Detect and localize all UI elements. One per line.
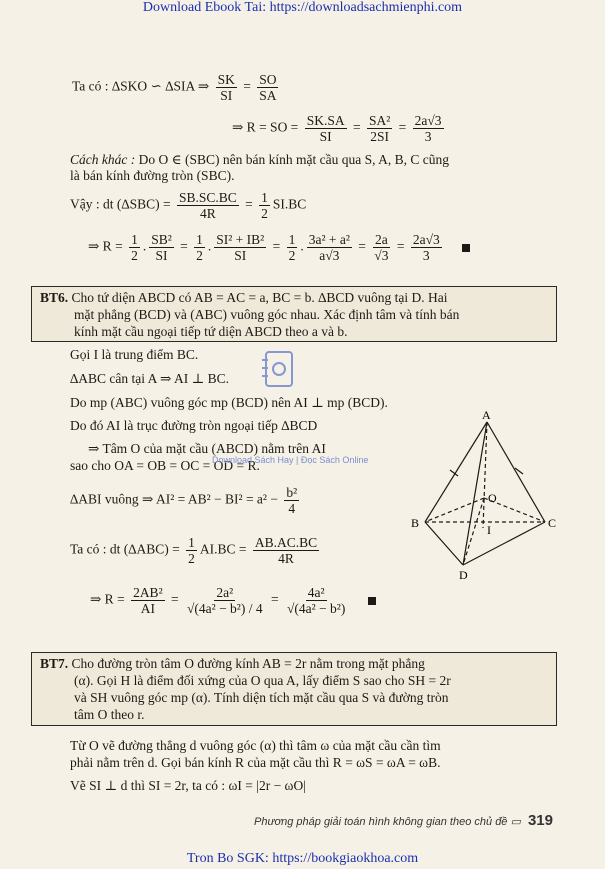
sol6-line-9: ⇒ R = $\frac{\text{2AB²}}{AI}$ = $\frac{\text{2a²}}{\text{√(4a² − b²) / 4}}$ = $\frac{\text{4a²}}{\text{√(4a² − b²)}}$	[90, 585, 376, 616]
exercise-bt7-box	[31, 652, 557, 726]
line-prefix: ⇒ R = SO =	[232, 119, 299, 135]
book-logo-icon	[260, 350, 298, 390]
line-suffix: SI.BC	[272, 196, 307, 212]
edge-cd	[463, 522, 545, 565]
fraction	[131, 585, 165, 616]
tetrahedron-figure	[405, 410, 575, 585]
numerator: 2a	[375, 232, 388, 247]
line-prefix: Ta có : dt (∆ABC) =	[70, 541, 180, 557]
denominator: 2	[131, 248, 138, 263]
denominator: 4	[288, 501, 296, 516]
vertex-label-d: D	[459, 568, 468, 582]
fraction	[367, 113, 392, 144]
edge-ac	[487, 422, 545, 522]
bt7-line-4: tâm O theo r.	[74, 707, 145, 722]
end-of-proof-icon	[462, 244, 470, 252]
alt-method-line-2: là bán kính đường tròn (SBC).	[70, 168, 235, 183]
denominator: 4R	[278, 551, 294, 566]
fraction	[257, 72, 278, 103]
fraction	[216, 72, 237, 103]
sol7-line-2: phải nằm trên d. Gọi bán kính R của mặt cầu thì R = ωS = ωA = ωB.	[70, 755, 441, 770]
edge-ad	[463, 422, 487, 565]
fraction	[253, 535, 319, 566]
denominator: 2SI	[370, 129, 389, 144]
fraction	[284, 485, 299, 516]
denominator: SA	[259, 88, 277, 103]
fraction	[129, 232, 140, 263]
edge-ab	[425, 422, 487, 522]
numerator: SO	[259, 72, 277, 87]
denominator: √(4a² − b²)	[286, 601, 346, 616]
numerator: 3a² + a²	[308, 232, 350, 247]
bt6-text-1: Cho tứ diện ABCD có AB = AC = a, BC = b. ∆BCD vuông tại D. Hai	[71, 290, 448, 305]
fraction	[185, 585, 265, 616]
vertex-label-c: C	[548, 516, 557, 530]
numerator: SB.SC.BC	[179, 190, 237, 205]
fraction	[305, 113, 347, 144]
area-sbc-line: Vậy : dt (∆SBC) = $\frac{SB.SC.BC}{4R}$ = $\frac{1}{2}$ SI.BC	[70, 190, 307, 221]
similar-triangles-line: Ta có : ∆SKO ∽ ∆SIA ⇒ $\frac{SK}{SI}$ = $\frac{SO}{SA}$	[72, 72, 277, 103]
bt6-line-2: mặt phẳng (BCD) và (ABC) vuông góc nhau. Xác định tâm và tính bán	[74, 307, 460, 322]
numerator: 2a√3	[414, 113, 442, 128]
denominator: 2	[188, 551, 195, 566]
numerator: SK.SA	[306, 113, 345, 128]
fraction	[411, 232, 442, 263]
fraction	[149, 232, 174, 263]
sol6-line-8	[70, 535, 322, 566]
radius-so-line: ⇒ R = SO = $\frac{SK.SA}{SI}$ = $\frac{\text{SA²}}{2SI}$ = $\frac{2a√3}{3}$	[232, 113, 442, 144]
numerator: SI² + IB²	[216, 232, 265, 247]
sol7-line-1: Từ O vẽ đường thẳng d vuông góc (α) thì tâm ω của mặt cầu cần tìm	[70, 738, 441, 753]
denominator: SI	[220, 88, 233, 103]
denominator: AI	[140, 601, 155, 616]
watermark-logo	[260, 350, 298, 392]
bt7-line-3: và SH vuông góc mp (α). Tính diện tích mặt cầu qua S và đường tròn	[74, 690, 449, 705]
bt7-line-1	[40, 656, 425, 672]
line-prefix: Ta có : ∆SKO ∽ ∆SIA ⇒	[72, 78, 210, 94]
fraction	[259, 190, 270, 221]
denominator: SI	[155, 248, 168, 263]
alt-method-text: Do O ∈ (SBC) nên bán kính mặt cầu qua S, A, B, C cũng	[138, 152, 449, 167]
denominator: SI	[319, 129, 332, 144]
denominator: √(4a² − b²) / 4	[187, 601, 263, 616]
bt7-line-2: (α). Gọi H là điểm đối xứng của O qua A, lấy điểm S sao cho SH = 2r	[74, 673, 451, 688]
sol6-line-7	[70, 485, 302, 516]
numerator: 1	[196, 232, 203, 247]
line-prefix: Vậy : dt (∆SBC) =	[70, 196, 171, 212]
bt6-line-1	[40, 290, 447, 306]
numerator: SA²	[368, 113, 391, 128]
fraction	[372, 232, 390, 263]
bt6-line-3: kính mặt cầu ngoại tiếp tứ diện ABCD theo a và b.	[74, 324, 348, 339]
page-footer	[254, 812, 553, 829]
exercise-bt6-box	[31, 286, 557, 342]
watermark-text: Download Sách Hay | Đọc Sách Online	[212, 455, 369, 465]
radius-final-line: ⇒ R = $\frac{1}{2}$ . $\frac{\text{SB²}}{SI}$ = $\frac{1}{2}$ . $\frac{\text{SI² + IB²}}{SI}$ = $\frac{1}{2}$ . $\frac{\text{3a² + a²}}{a√3}$ = $\frac{2a}{√3}$ = $\frac{2a√3}{3}$	[88, 232, 470, 263]
denominator: 4R	[200, 206, 216, 221]
line-mid: AI.BC =	[199, 541, 247, 557]
end-of-proof-icon	[368, 597, 376, 605]
line-prefix: ∆ABI vuông ⇒ AI² = AB² − BI² = a² −	[70, 491, 278, 507]
exercise-label: BT6.	[40, 290, 69, 305]
segment-ai	[483, 422, 487, 528]
numerator: 1	[131, 232, 138, 247]
fraction	[285, 585, 347, 616]
header-download-link[interactable]: Download Ebook Tai: https://downloadsachmienphi.com	[142, 0, 463, 15]
fraction	[307, 232, 352, 263]
numerator: 2AB²	[133, 585, 163, 600]
book-icon: ▭	[510, 816, 521, 828]
exercise-label: BT7.	[40, 656, 69, 671]
fraction	[177, 190, 239, 221]
footer-title: Phương pháp giải toán hình không gian theo chủ đề	[254, 816, 508, 828]
numerator: 1	[288, 232, 296, 247]
segment-od	[463, 498, 484, 565]
sol6-line-6: sao cho OA = OB = OC = OD = R.	[70, 458, 260, 473]
alt-method-label: Cách khác :	[70, 152, 136, 167]
numerator: 1	[261, 190, 268, 205]
page-number: 319	[527, 812, 553, 829]
fraction	[413, 113, 444, 144]
sol7-line-3: Vẽ SI ⊥ d thì SI = 2r, ta có : ωI = |2r − ωO|	[70, 778, 306, 793]
fraction	[194, 232, 205, 263]
edge-bd	[425, 522, 463, 565]
numerator: SK	[217, 72, 235, 87]
denominator: 2	[288, 248, 296, 263]
numerator: 2a²	[216, 585, 234, 600]
footer-download-link[interactable]: Tron Bo SGK: https://bookgiaokhoa.com	[186, 851, 419, 866]
numerator: 1	[188, 535, 195, 550]
vertex-label-b: B	[411, 516, 420, 530]
fraction	[186, 535, 197, 566]
vertex-label-a: A	[482, 410, 491, 422]
sol6-line-2: ∆ABC cân tại A ⇒ AI ⊥ BC.	[70, 371, 230, 386]
denominator: √3	[374, 248, 389, 263]
denominator: a√3	[319, 248, 340, 263]
denominator: SI	[234, 248, 247, 263]
denominator: 2	[261, 206, 268, 221]
point-label-o: O	[488, 491, 497, 505]
sol6-line-3: Do mp (ABC) vuông góc mp (BCD) nên AI ⊥ mp (BCD).	[70, 395, 388, 410]
bt7-text-1: Cho đường tròn tâm O đường kính AB = 2r nằm trong mặt phẳng	[71, 656, 425, 671]
line-prefix: ⇒ R =	[88, 238, 123, 254]
fraction	[214, 232, 266, 263]
segment-ob	[425, 498, 484, 522]
sol6-line-4: Do đó AI là trục đường tròn ngoại tiếp ∆BCD	[70, 418, 318, 433]
numerator: AB.AC.BC	[254, 535, 318, 550]
sol6-line-5: ⇒ Tâm O của mặt cầu (ABCD) nằm trên AI	[88, 441, 326, 456]
line-prefix: ⇒ R =	[90, 591, 125, 607]
denominator: 2	[196, 248, 203, 263]
fraction	[287, 232, 298, 263]
denominator: 3	[424, 129, 432, 144]
numerator: b²	[286, 485, 298, 500]
sol6-line-1: Gọi I là trung điểm BC.	[70, 347, 199, 362]
point-label-i: I	[487, 523, 491, 537]
denominator: 3	[422, 248, 430, 263]
numerator: 4a²	[307, 585, 325, 600]
numerator: SB²	[151, 232, 172, 247]
alt-method-line	[70, 152, 449, 168]
numerator: 2a√3	[412, 232, 440, 247]
